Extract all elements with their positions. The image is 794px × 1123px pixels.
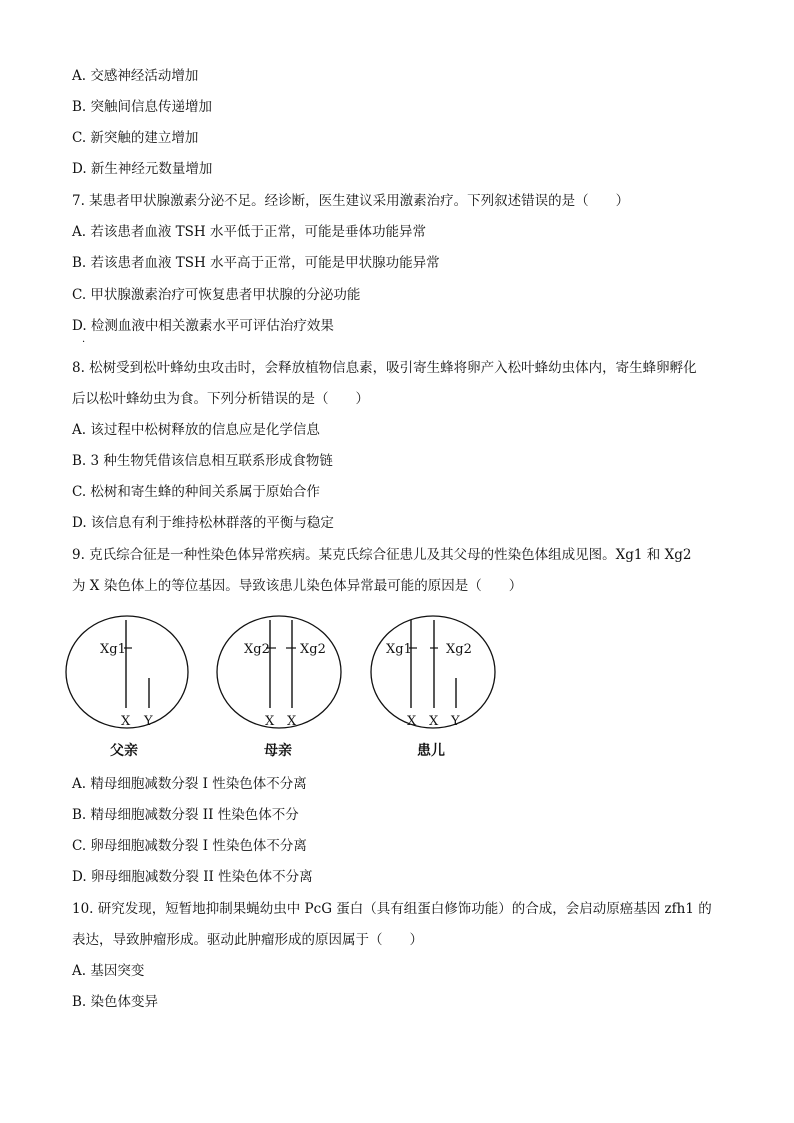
mother-cell	[217, 616, 341, 759]
father-chrom-label-y: Y	[144, 714, 153, 729]
q7-option-d: D. 检测血液中相关激素水平可评估治疗效果	[72, 318, 334, 334]
q9-stem-line2: 为 X 染色体上的等位基因。导致该患儿染色体异常最可能的原因是（ ）	[72, 578, 523, 594]
q9-option-c: C. 卵母细胞减数分裂 I 性染色体不分离	[72, 838, 307, 854]
child-cell	[371, 616, 495, 759]
q6-option-c: C. 新突触的建立增加	[72, 130, 199, 146]
q8-option-c: C. 松树和寄生蜂的种间关系属于原始合作	[72, 484, 320, 500]
q9-stem-line1: 9. 克氏综合征是一种性染色体异常疾病。某克氏综合征患儿及其父母的性染色体组成见图。Xg1 和 Xg2	[72, 547, 692, 563]
q8-option-a: A. 该过程中松树释放的信息应是化学信息	[72, 422, 320, 438]
mother-chrom-label-x2: X	[287, 714, 297, 729]
q10-option-b: B. 染色体变异	[72, 994, 159, 1010]
chromosome-figure	[60, 606, 510, 766]
father-chrom-label-x: X	[121, 714, 131, 729]
child-chrom-label-y: Y	[451, 714, 460, 729]
mother-caption: 母亲	[264, 743, 292, 759]
q10-stem-line1: 10. 研究发现，短暂地抑制果蝇幼虫中 PcG 蛋白（具有组蛋白修饰功能）的合成，会启动原癌基因 zfh1 的	[72, 901, 712, 917]
q9-option-b: B. 精母细胞减数分裂 II 性染色体不分	[72, 807, 299, 823]
q7-option-c: C. 甲状腺激素治疗可恢复患者甲状腺的分泌功能	[72, 287, 361, 303]
mother-chrom-label-x1: X	[265, 714, 275, 729]
child-chrom-label-x1: X	[407, 714, 417, 729]
child-cell-outline	[371, 616, 495, 728]
q10-option-a: A. 基因突变	[72, 963, 145, 979]
child-chrom-label-x2: X	[429, 714, 439, 729]
child-gene-label-1: Xg1	[386, 642, 412, 657]
mother-cell-outline	[217, 616, 341, 728]
q6-option-d: D. 新生神经元数量增加	[72, 161, 213, 177]
mother-gene-label-1: Xg2	[244, 642, 270, 657]
stray-dot: ·	[82, 337, 86, 348]
father-cell-outline	[66, 616, 188, 728]
q9-option-a: A. 精母细胞减数分裂 I 性染色体不分离	[72, 776, 307, 792]
q6-option-b: B. 突触间信息传递增加	[72, 99, 213, 115]
q10-stem-line2: 表达，导致肿瘤形成。驱动此肿瘤形成的原因属于（ ）	[72, 932, 423, 948]
q7-option-a: A. 若该患者血液 TSH 水平低于正常，可能是垂体功能异常	[72, 224, 426, 240]
father-caption: 父亲	[110, 743, 138, 759]
father-cell	[66, 616, 188, 759]
child-caption: 患儿	[417, 743, 445, 759]
q8-stem-line1: 8. 松树受到松叶蜂幼虫攻击时，会释放植物信息素，吸引寄生蜂将卵产入松叶蜂幼虫体内，寄生蜂卵孵化	[72, 360, 697, 376]
q8-option-b: B. 3 种生物凭借该信息相互联系形成食物链	[72, 453, 333, 469]
q6-option-a: A. 交感神经活动增加	[72, 68, 199, 84]
q7-stem: 7. 某患者甲状腺激素分泌不足。经诊断，医生建议采用激素治疗。下列叙述错误的是（ ）	[72, 193, 630, 209]
q7-option-b: B. 若该患者血液 TSH 水平高于正常，可能是甲状腺功能异常	[72, 255, 440, 271]
father-gene-label: Xg1	[100, 642, 126, 657]
mother-gene-label-2: Xg2	[300, 642, 326, 657]
q8-stem-line2: 后以松叶蜂幼虫为食。下列分析错误的是（ ）	[72, 391, 369, 407]
child-gene-label-2: Xg2	[446, 642, 472, 657]
q9-option-d: D. 卵母细胞减数分裂 II 性染色体不分离	[72, 869, 313, 885]
q8-option-d: D. 该信息有利于维持松林群落的平衡与稳定	[72, 515, 334, 531]
